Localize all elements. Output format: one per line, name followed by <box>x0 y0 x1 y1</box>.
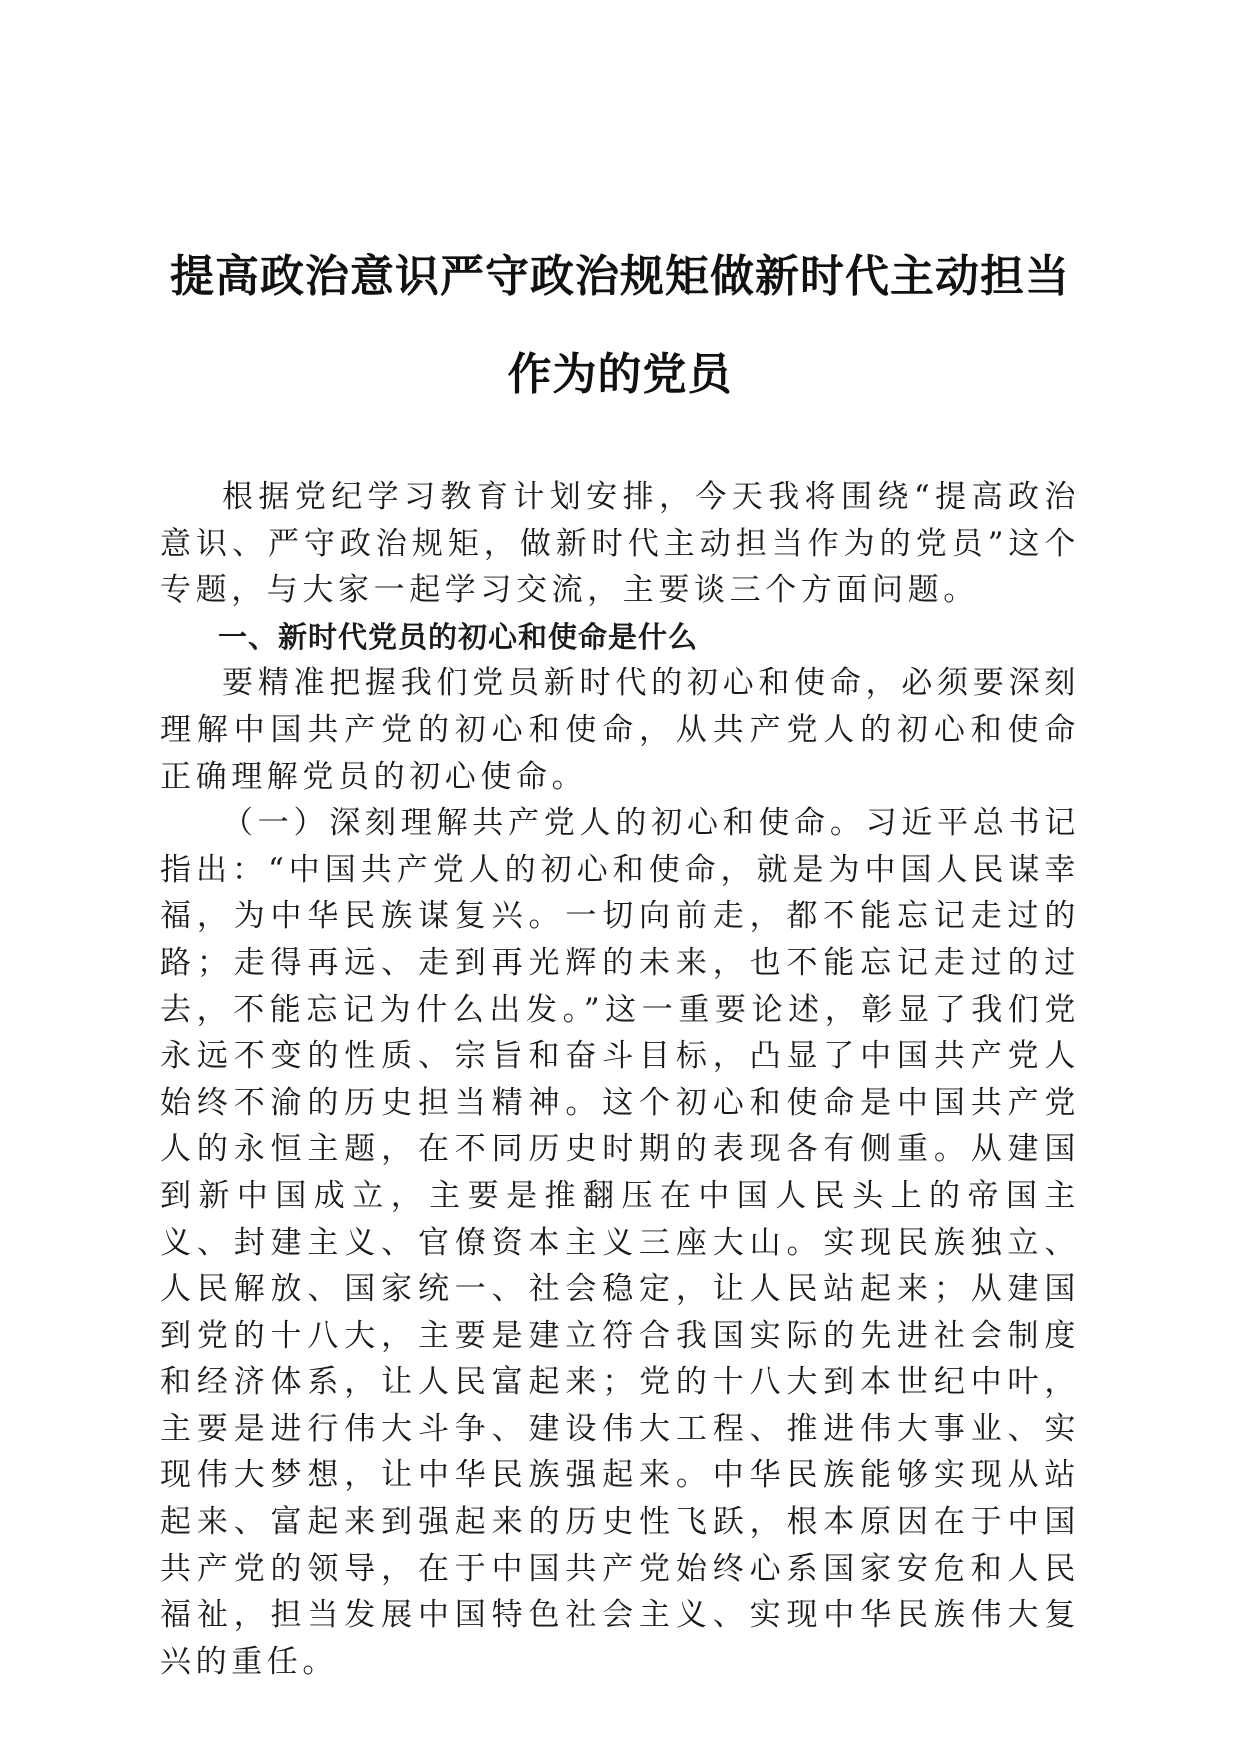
title-line-1: 提高政治意识严守政治规矩做新时代主动担当 <box>170 251 1070 302</box>
section-heading-1: 一、新时代党员的初心和使命是什么 <box>218 619 699 654</box>
section-1-paragraph: 要精准把握我们党员新时代的初心和使命，必须要深刻理解中国共产党的初心和使命，从共产党人的初心和使命正确理解党员的初心使命。 <box>160 665 1080 795</box>
title-line-2: 作为的党员 <box>507 349 733 400</box>
subsection-1-paragraph: （一）深刻理解共产党人的初心和使命。习近平总书记指出：“中国共产党人的初心和使命，就是为中国人民谋幸福，为中华民族谋复兴。一切向前走，都不能忘记走过的路；走得再远、走到再光辉的未来，也不能忘记走过的过去，不能忘记为什么出发。”这一重要论述，彰显了我们党永远不变的性质、宗旨和奋斗目标，凸显了中国共产党人始终不渝的历史担当精神。这个初心和使命是中国共产党人的永恒主题，在不同历史时期的表现各有侧重。从建国到新中国成立，主要是推翻压在中国人民头上的帝国主义、封建主义、官僚资本主义三座大山。实现民族独立、人民解放、国家统一、社会稳定，让人民站起来；从建国到党的十八大，主要是建立符合我国实际的先进社会制度和经济体系，让人民富起来；党的十八大到本世纪中叶，主要是进行伟大斗争、建设伟大工程、推进伟大事业、实现伟大梦想，让中华民族强起来。中华民族能够实现从站起来、富起来到强起来的历史性飞跃，根本原因在于中国共产党的领导，在于中国共产党始终心系国家安危和人民福祉，担当发展中国特色社会主义、实现中华民族伟大复兴的重任。 <box>160 805 1080 1680</box>
intro-paragraph: 根据党纪学习教育计划安排，今天我将围绕“提高政治意识、严守政治规矩，做新时代主动担当作为的党员”这个专题，与大家一起学习交流，主要谈三个方面问题。 <box>160 479 1080 609</box>
document-body <box>160 474 1080 1685</box>
document-title <box>150 228 1090 424</box>
